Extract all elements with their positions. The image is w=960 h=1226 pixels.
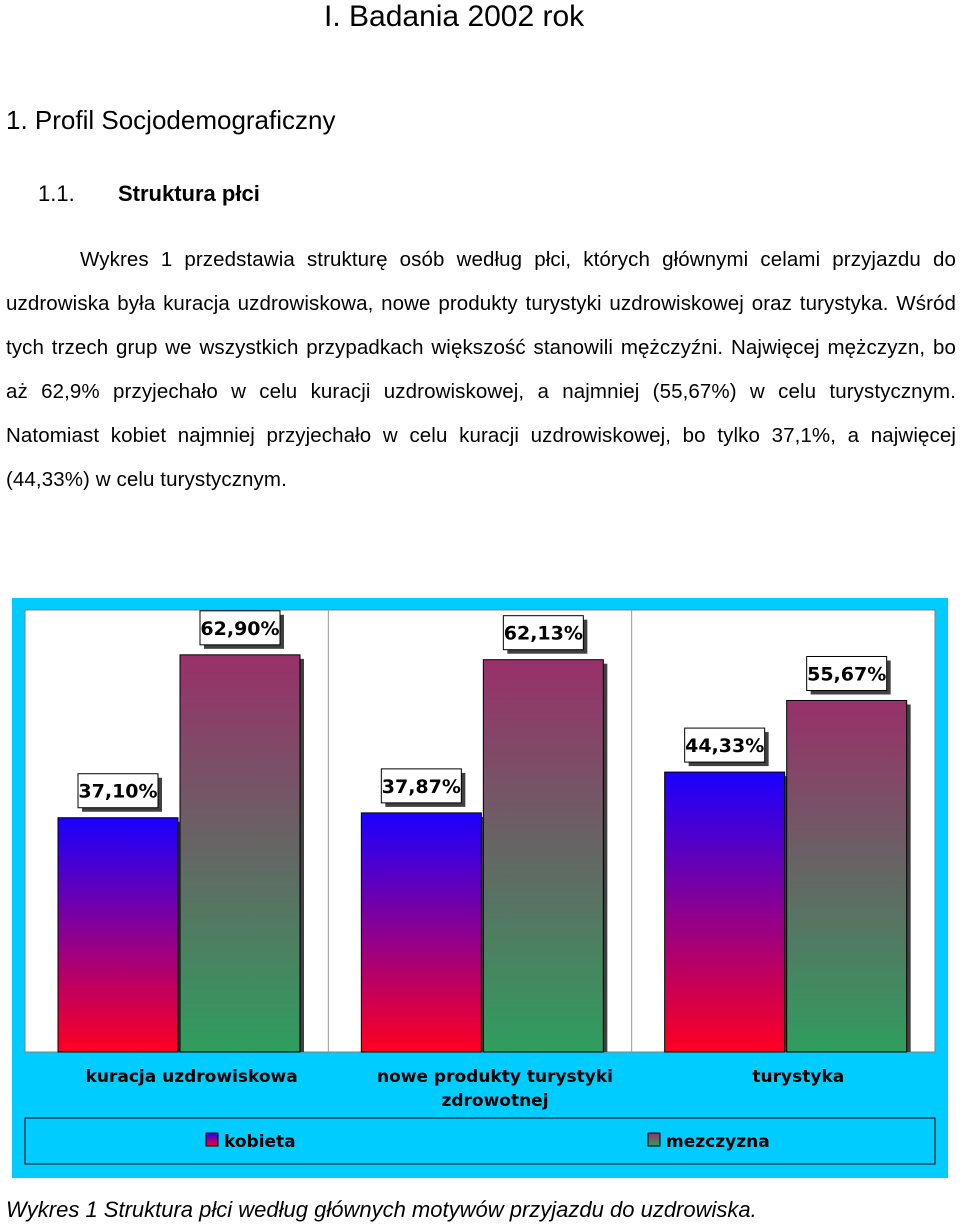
- data-label: 55,67%: [807, 663, 887, 686]
- bar-kobieta: [665, 772, 785, 1052]
- data-label: 37,87%: [381, 775, 461, 798]
- data-label: 62,13%: [503, 622, 583, 645]
- heading-2: 1. Profil Socjodemograficzny: [6, 105, 336, 135]
- category-label: nowe produkty turystyki: [376, 1067, 614, 1087]
- legend-box: [25, 1118, 935, 1164]
- bar-mezczyzna: [787, 700, 907, 1052]
- legend-label: kobieta: [224, 1132, 296, 1152]
- data-label: 44,33%: [685, 735, 765, 758]
- bar-mezczyzna: [180, 655, 300, 1052]
- heading-3-number: 1.1.: [38, 181, 75, 206]
- figure-caption: Wykres 1 Struktura płci według głównych motywów przyjazdu do uzdrowiska.: [6, 1197, 757, 1222]
- body-paragraph: Wykres 1 przedstawia strukturę osób według płci, których głównymi celami przyjazdu do uzdrowiska była kuracja uzdrowiskowa, nowe produkty turystyki uzdrowiskowej oraz turystyka. Wśród tych trzech grup we wszystkich przypadkach większość stanowili mężczyźni. Najwięcej mężczyzn, bo aż 62,9% przyjechało w celu kuracji uzdrowiskowej, a najmniej (55,67%) w celu turystycznym. Natomiast kobiet najmniej przyjechało w celu kuracji uzdrowiskowej, bo tylko 37,1%, a najwięcej (44,33%) w celu turystycznym.: [6, 248, 956, 491]
- legend-swatch-mezczyzna: [648, 1133, 660, 1146]
- category-label: kuracja uzdrowiskowa: [85, 1067, 298, 1087]
- bar-kobieta: [58, 818, 178, 1052]
- data-label: 37,10%: [78, 780, 158, 803]
- bar-mezczyzna: [483, 660, 603, 1052]
- legend-label: mezczyzna: [666, 1132, 770, 1152]
- category-label: zdrowotnej: [441, 1091, 549, 1111]
- legend-swatch-kobieta: [206, 1133, 218, 1146]
- heading-1: I. Badania 2002 rok: [324, 0, 585, 33]
- heading-3-title: Struktura płci: [118, 181, 260, 206]
- data-label: 62,90%: [200, 617, 280, 640]
- category-label: turystyka: [752, 1067, 845, 1087]
- bar-kobieta: [361, 813, 481, 1052]
